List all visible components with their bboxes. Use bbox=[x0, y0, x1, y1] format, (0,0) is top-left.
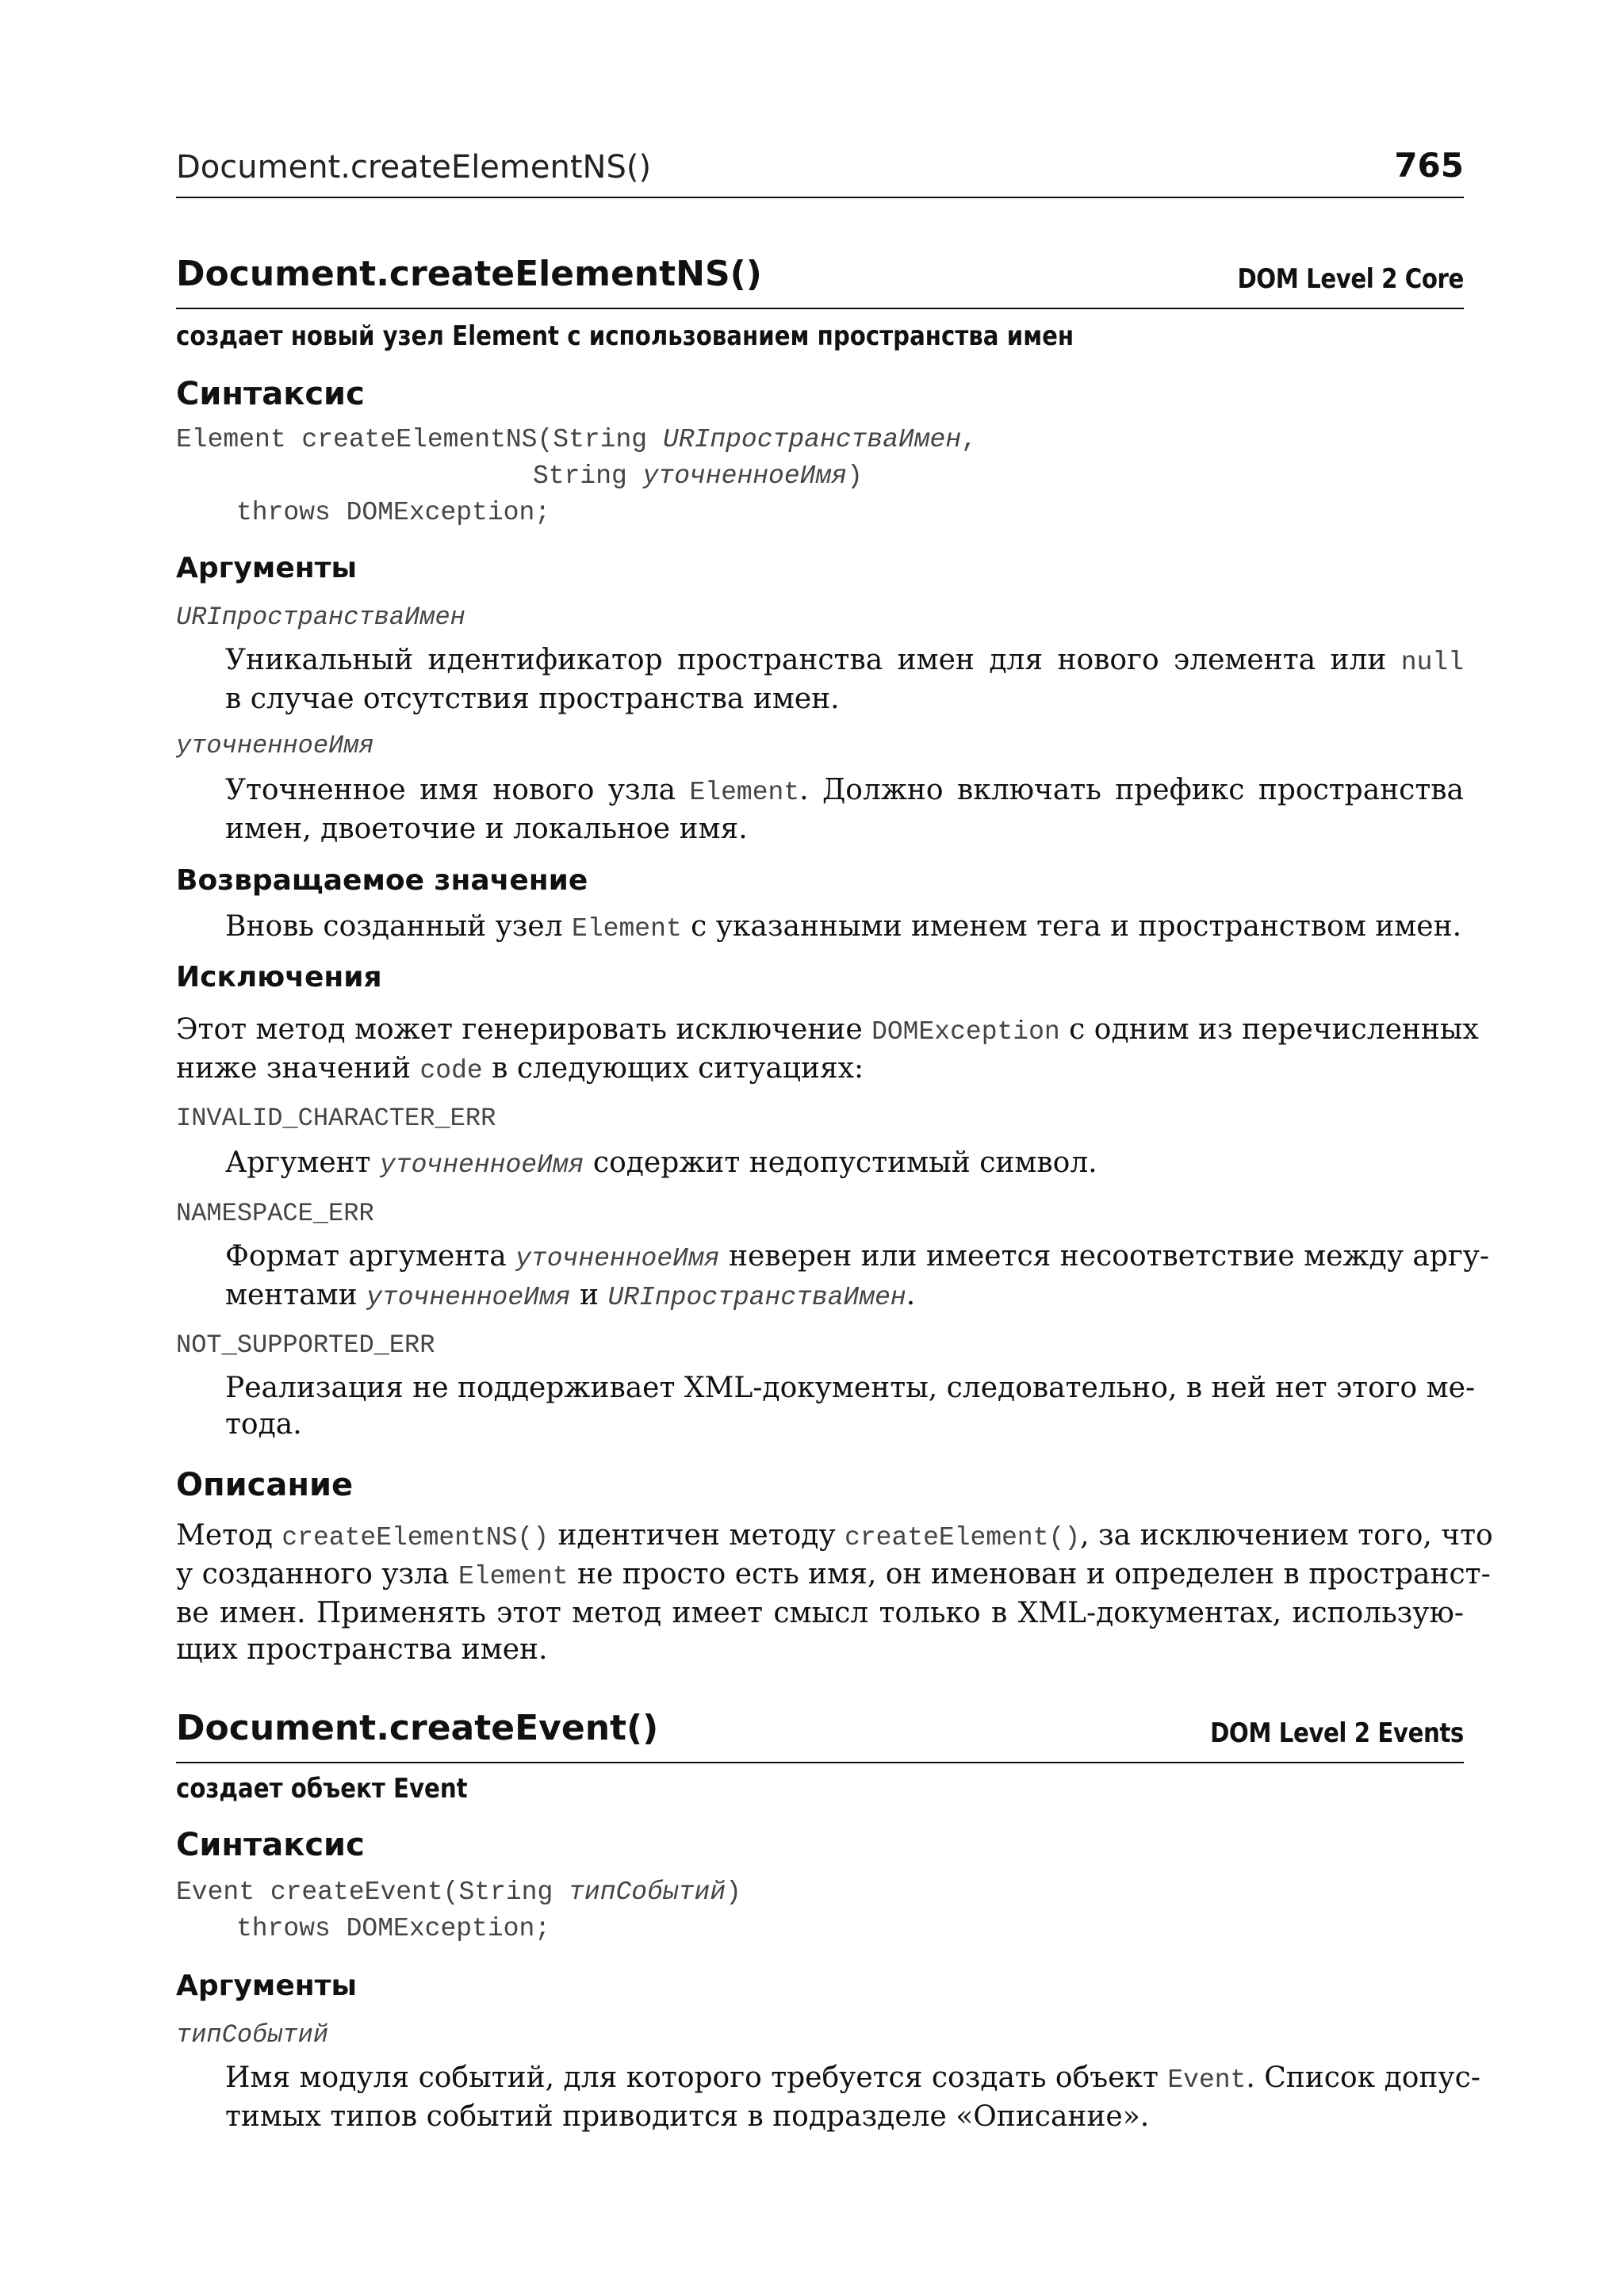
dom-level: DOM Level 2 Core bbox=[1237, 263, 1464, 295]
syntax-line-2 bbox=[533, 461, 863, 491]
exception-description: Аргумент уточненноеИмя содержит недопустимый символ. bbox=[225, 1146, 1097, 1180]
argument-description: Уникальный идентификатор пространства имен для нового элемента или null в случае отсутствия пространства имен. bbox=[225, 644, 1464, 715]
entry-title: Document.createElementNS() bbox=[176, 254, 762, 294]
dom-level: DOM Level 2 Events bbox=[1210, 1717, 1464, 1749]
syntax-text: Event createEvent(String bbox=[176, 1878, 569, 1907]
description-heading: Описание bbox=[176, 1467, 354, 1503]
exception-name: NAMESPACE_ERR bbox=[176, 1199, 374, 1228]
returns-heading: Возвращаемое значение bbox=[176, 864, 588, 897]
entry-header-createEvent bbox=[176, 1708, 1464, 1763]
running-header-title: Document.createElementNS() bbox=[176, 149, 652, 186]
argument-description: Имя модуля событий, для которого требуется создать объект Event. Список допус- тимых типов событий приводится в подразделе «Описание». bbox=[225, 2061, 1480, 2133]
exceptions-intro: Этот метод может генерировать исключение DOMException с одним из перечисленных ниже значений code в следующих ситуациях: bbox=[176, 1013, 1479, 1085]
syntax-text: ) bbox=[726, 1878, 741, 1907]
exception-description: Реализация не поддерживает XML-документы, следовательно, в ней нет этого ме- тода. bbox=[225, 1372, 1476, 1441]
entry-header-createElementNS bbox=[176, 254, 1464, 309]
page-number: 765 bbox=[1394, 146, 1464, 185]
syntax-text: String bbox=[533, 461, 643, 491]
syntax-arg: уточненноеИмя bbox=[642, 461, 848, 491]
entry-title: Document.createEvent() bbox=[176, 1708, 659, 1748]
syntax-arg: URIпространстваИмен bbox=[662, 425, 962, 454]
exception-description: Формат аргумента уточненноеИмя неверен или имеется несоответствие между аргу- ментами уточненноеИмя и URIпространстваИмен. bbox=[225, 1240, 1490, 1312]
exception-name: INVALID_CHARACTER_ERR bbox=[176, 1104, 496, 1133]
returns-description: Вновь созданный узел Element с указанными именем тега и пространством имен. bbox=[225, 910, 1462, 944]
syntax-text: ) bbox=[847, 461, 863, 491]
exceptions-heading: Исключения bbox=[176, 961, 382, 993]
argument-name: URIпространстваИмен bbox=[176, 603, 465, 632]
arguments-heading: Аргументы bbox=[176, 1970, 358, 2002]
argument-name: типСобытий bbox=[176, 2020, 329, 2050]
running-header bbox=[176, 146, 1464, 198]
argument-description: Уточненное имя нового узла Element. Должно включать префикс пространства имен, двоеточие и локальное имя. bbox=[225, 774, 1464, 845]
arguments-heading: Аргументы bbox=[176, 552, 358, 584]
syntax-line-2: throws DOMException; bbox=[236, 1914, 551, 1943]
syntax-line-3: throws DOMException; bbox=[236, 498, 551, 527]
argument-name: уточненноеИмя bbox=[176, 731, 374, 760]
syntax-heading: Синтаксис bbox=[176, 1827, 365, 1863]
syntax-line-1 bbox=[176, 1878, 741, 1907]
description-text: Метод createElementNS() идентичен методу createElement(), за исключением того, что у созданного узла Element не просто есть имя, он именован и определен в пространст- ве имен. Применять этот метод имеет смысл только в XML-документах, использую- щих пространства имен. bbox=[176, 1519, 1493, 1666]
syntax-text: Element createElementNS(String bbox=[176, 425, 663, 454]
syntax-text: , bbox=[961, 425, 977, 454]
syntax-heading: Синтаксис bbox=[176, 376, 365, 412]
syntax-line-1 bbox=[176, 425, 977, 454]
syntax-arg: типСобытий bbox=[569, 1878, 726, 1907]
entry-purpose: создает объект Event bbox=[176, 1773, 468, 1805]
entry-purpose: создает новый узел Element с использованием пространства имен bbox=[176, 320, 1074, 352]
exception-name: NOT_SUPPORTED_ERR bbox=[176, 1330, 435, 1360]
